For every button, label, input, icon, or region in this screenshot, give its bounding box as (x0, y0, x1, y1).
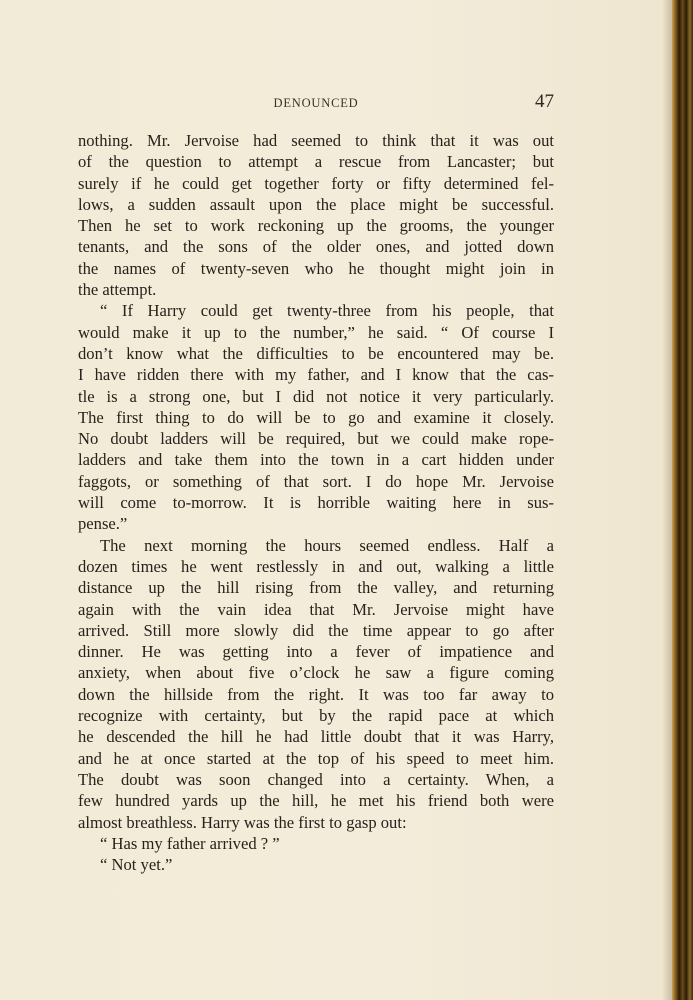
text-line: the attempt. (78, 280, 157, 300)
page-edge (672, 0, 693, 1000)
text-line: he descended the hill he had little doubt that it was Harry, (78, 727, 554, 747)
text-line: distance up the hill rising from the valley, and returning (78, 578, 554, 598)
text-line: ladders and take them into the town in a cart hidden under (78, 450, 554, 470)
running-title: DENOUNCED (273, 96, 359, 110)
text-line: tenants, and the sons of the older ones, and jotted down (78, 237, 554, 257)
text-line: don’t know what the difficulties to be encountered may be. (78, 343, 554, 363)
text-line: the names of twenty-seven who he thought might join in (78, 258, 554, 278)
text-line: The next morning the hours seemed endless. Half a (100, 535, 554, 555)
text-line: lows, a sudden assault upon the place might be successful. (78, 194, 554, 214)
text-line: almost breathless. Harry was the first to gasp out: (78, 812, 407, 832)
text-line: anxiety, when about five o’clock he saw a figure coming (78, 663, 554, 683)
running-head (78, 92, 554, 116)
text-line: I have ridden there with my father, and I know that the cas- (78, 365, 554, 385)
text-line: The doubt was soon changed into a certainty. When, a (78, 769, 554, 789)
text-line: and he at once started at the top of his speed to meet him. (78, 748, 554, 768)
text-line: dozen times he went restlessly in and out, walking a little (78, 556, 554, 576)
text-line: will come to-morrow. It is horrible waiting here in sus- (78, 493, 554, 513)
text-line: Then he set to work reckoning up the grooms, the younger (78, 216, 554, 236)
text-line: faggots, or something of that sort. I do hope Mr. Jervoise (78, 471, 554, 491)
text-line: “ Has my father arrived ? ” (100, 833, 280, 853)
page-number: 47 (535, 91, 554, 112)
text-line: “ If Harry could get twenty-three from his people, that (100, 301, 554, 321)
text-line: The first thing to do will be to go and examine it closely. (78, 407, 554, 427)
body-text (78, 130, 554, 875)
text-line: would make it up to the number,” he said. “ Of course I (78, 322, 554, 342)
text-line: “ Not yet.” (100, 855, 173, 875)
text-line: again with the vain idea that Mr. Jervoise might have (78, 599, 554, 619)
text-line: surely if he could get together forty or fifty determined fel- (78, 173, 554, 193)
text-line: few hundred yards up the hill, he met his friend both were (78, 791, 554, 811)
text-line: down the hillside from the right. It was too far away to (78, 684, 554, 704)
text-line: dinner. He was getting into a fever of impatience and (78, 642, 554, 662)
text-line: arrived. Still more slowly did the time appear to go after (78, 620, 554, 640)
text-line: of the question to attempt a rescue from Lancaster; but (78, 152, 554, 172)
text-line: pense.” (78, 514, 128, 534)
text-line: No doubt ladders will be required, but we could make rope- (78, 429, 554, 449)
text-line: tle is a strong one, but I did not notice it very particularly. (78, 386, 554, 406)
text-line: nothing. Mr. Jervoise had seemed to think that it was out (78, 131, 554, 150)
page-edge-shadow (662, 0, 672, 1000)
text-line: recognize with certainty, but by the rapid pace at which (78, 706, 554, 726)
